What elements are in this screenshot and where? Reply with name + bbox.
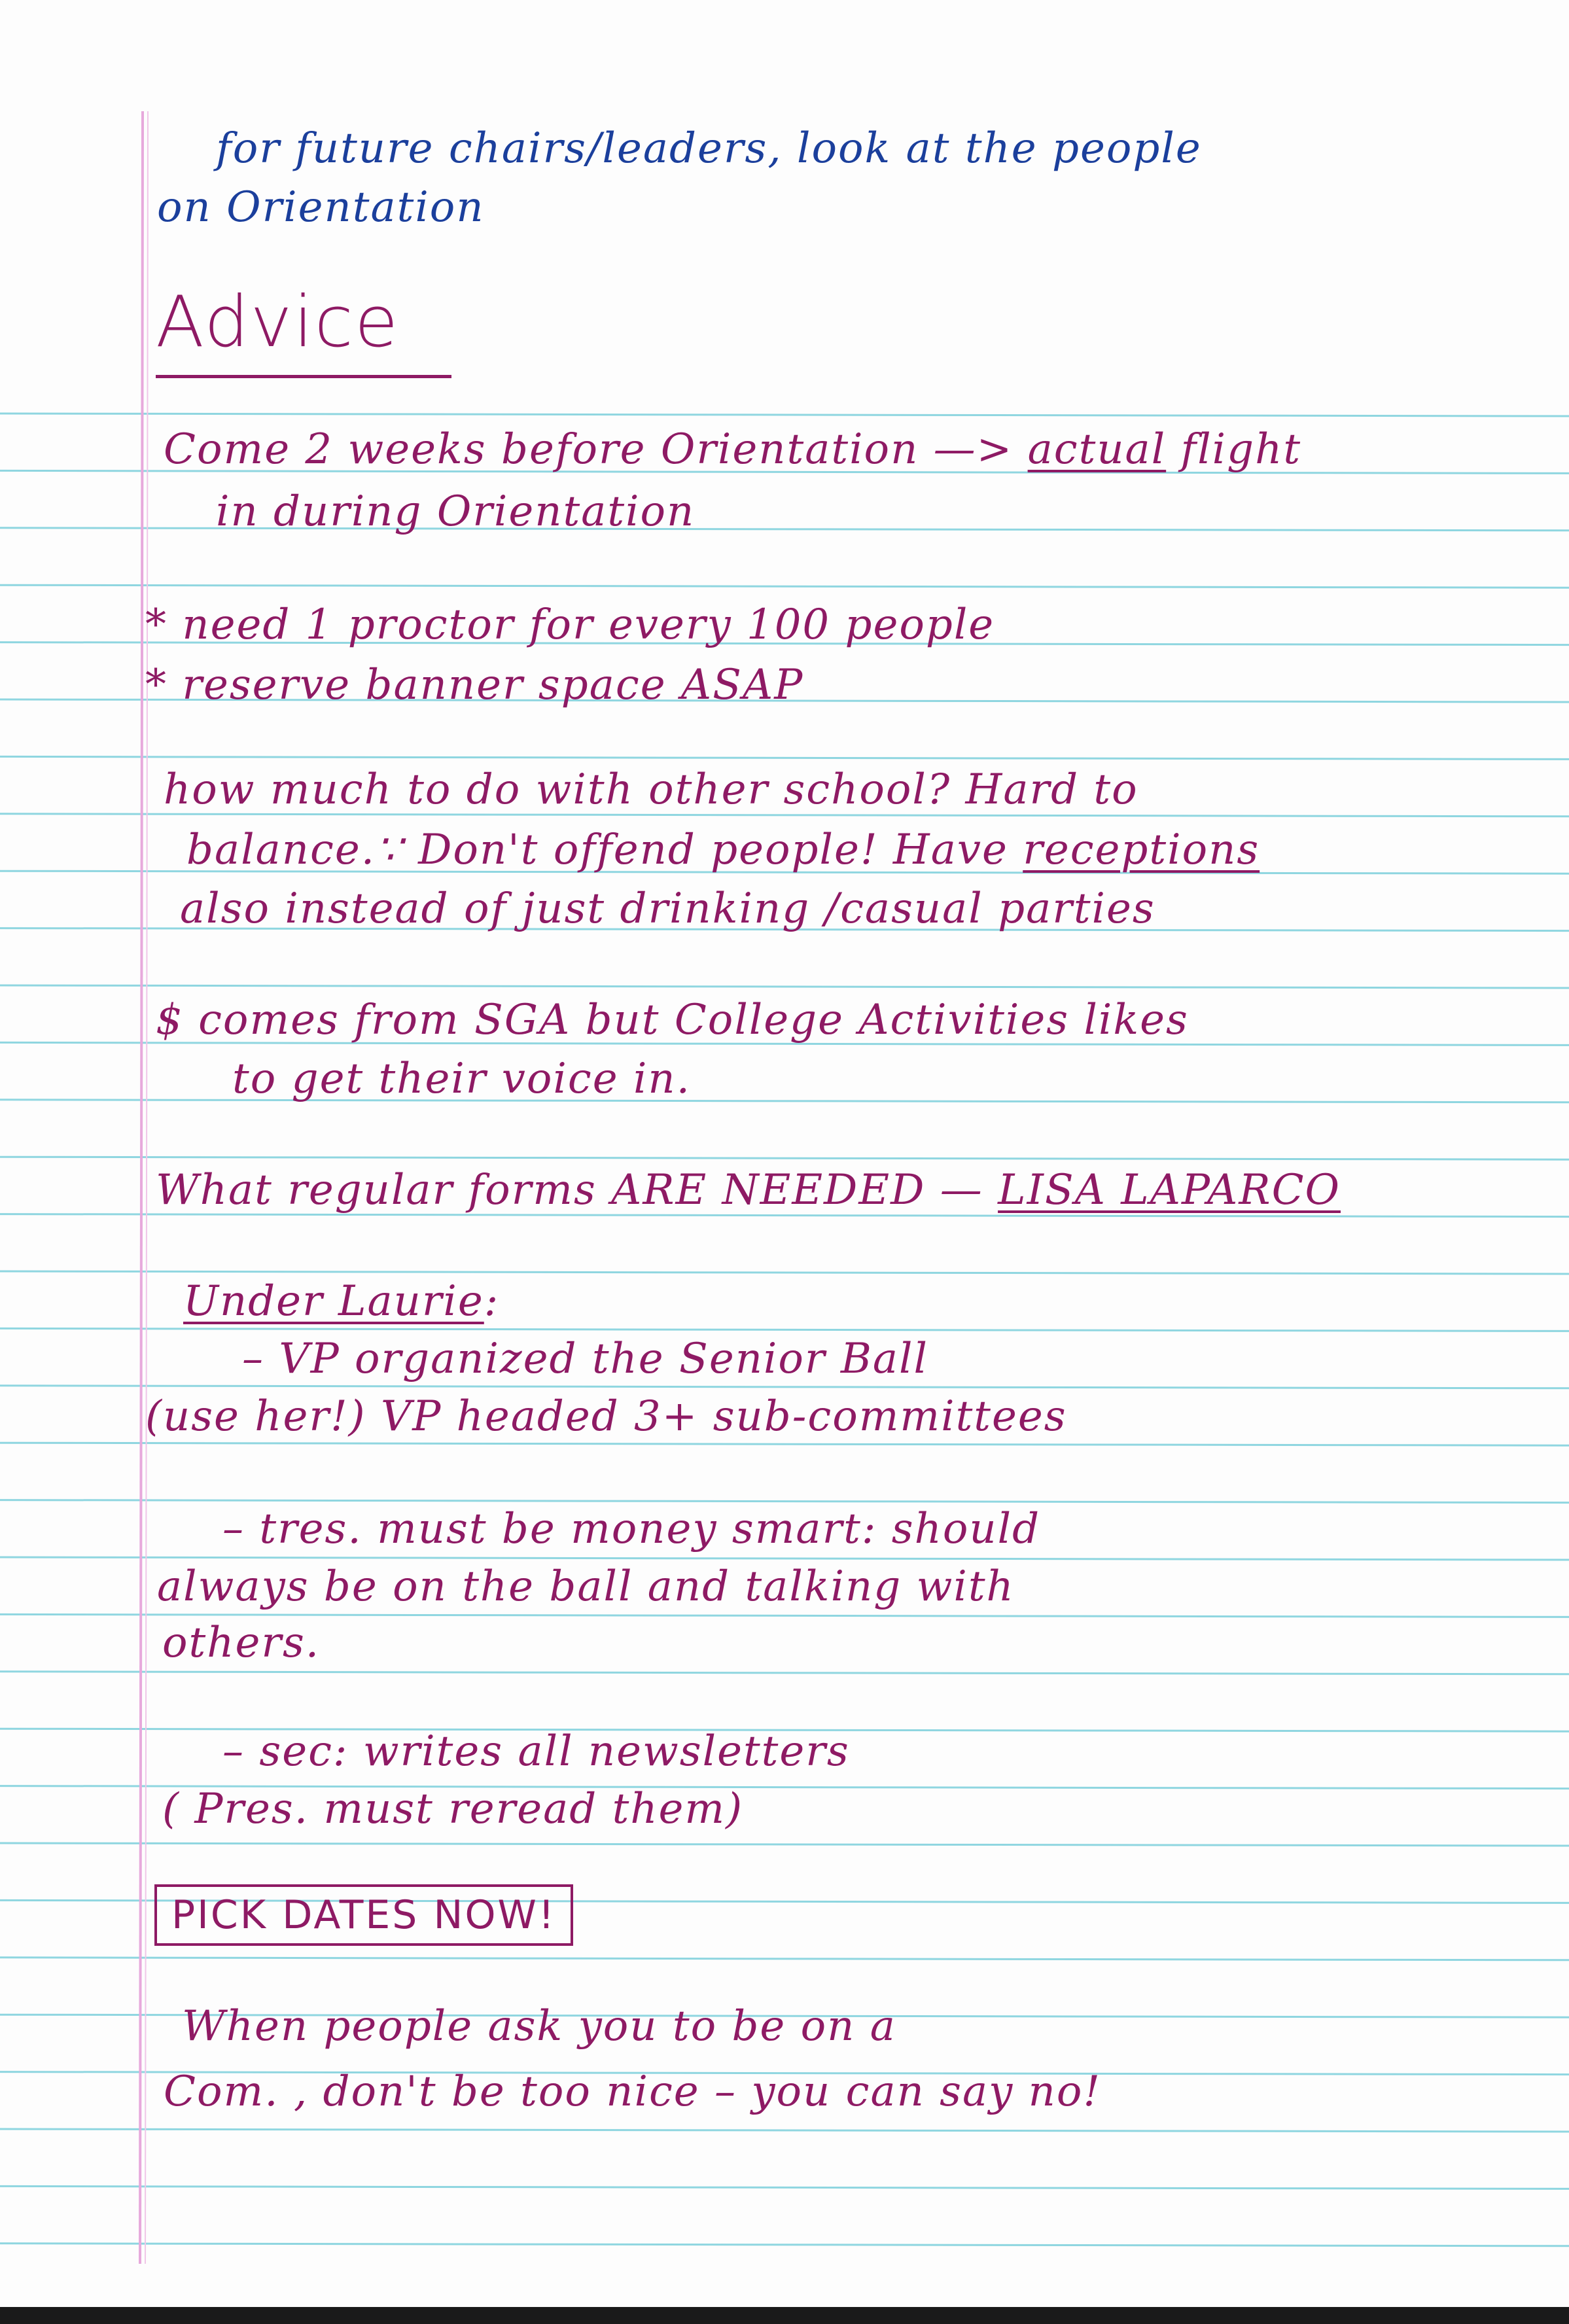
rule-line: [0, 414, 1569, 416]
advice-line-2: in during Orientation: [216, 487, 696, 536]
advice-line-voice: to get their voice in.: [232, 1055, 691, 1103]
header-line-1: for future chairs/leaders, look at the people: [216, 124, 1202, 173]
rule-line: [0, 1157, 1569, 1159]
treasurer-line-2: always be on the ball and talking with: [157, 1562, 1015, 1611]
advice-line-forms: [156, 1166, 1341, 1214]
rule-line: [0, 2244, 1569, 2246]
header-line-2: on Orientation: [157, 183, 485, 232]
rule-line: [0, 1271, 1569, 1274]
contact-name: LISA LAPARCO: [998, 1166, 1341, 1214]
rule-line: [0, 1843, 1569, 1846]
closing-line-2: Com. , don't be too nice – you can say no!: [164, 2068, 1102, 2116]
secretary-line-1: – sec: writes all newsletters: [222, 1727, 850, 1776]
vp-line-2: (use her!) VP headed 3+ sub-committees: [145, 1392, 1067, 1441]
advice-line-1: [164, 425, 1301, 474]
secretary-line-2: ( Pres. must reread them): [162, 1785, 744, 1833]
advice-line-1-text: Come 2 weeks before Orientation: [164, 425, 919, 474]
page-title: [156, 281, 451, 378]
rule-line: [0, 585, 1569, 588]
treasurer-line-1: – tres. must be money smart: should: [222, 1505, 1041, 1553]
rule-line: [0, 1386, 1569, 1388]
balance-text: balance.∵ Don't offend people! Have: [186, 826, 1008, 874]
advice-bullet-proctor: * need 1 proctor for every 100 people: [145, 601, 995, 649]
page-title-text: Advice: [156, 281, 451, 378]
rule-line: [0, 1500, 1569, 1503]
advice-line-sga: $ comes from SGA but College Activities likes: [156, 996, 1189, 1044]
arrow: —>: [933, 425, 1014, 474]
advice-bullet-banner: * reserve banner space ASAP: [145, 661, 804, 709]
colon: :: [484, 1277, 500, 1326]
rule-line: [0, 1443, 1569, 1445]
flight-word: flight: [1180, 425, 1302, 474]
forms-text: What regular forms ARE NEEDED —: [156, 1166, 983, 1214]
advice-line-parties: also instead of just drinking /casual parties: [180, 885, 1155, 933]
rule-line: [0, 985, 1569, 988]
receptions-word: receptions: [1023, 826, 1260, 874]
rule-line: [0, 1557, 1569, 1560]
rule-line: [0, 1672, 1569, 1674]
rule-line: [0, 2129, 1569, 2132]
rule-line: [0, 1614, 1569, 1617]
rule-line: [0, 1958, 1569, 1960]
closing-line-1: When people ask you to be on a: [182, 2002, 896, 2051]
rule-line: [0, 756, 1569, 759]
scan-edge: [0, 2307, 1569, 2324]
advice-line-balance: [186, 826, 1260, 874]
rule-line: [0, 1328, 1569, 1331]
rule-line: [0, 2186, 1569, 2189]
under-laurie-text: Under Laurie: [183, 1277, 484, 1326]
treasurer-line-3: others.: [162, 1619, 321, 1667]
rule-line: [0, 1214, 1569, 1217]
actual-word: actual: [1027, 425, 1167, 474]
advice-line-school: how much to do with other school? Hard to: [164, 766, 1138, 814]
vp-line-1: – VP organized the Senior Ball: [242, 1335, 928, 1383]
margin-line: [140, 111, 143, 2264]
pick-dates-box: PICK DATES NOW!: [154, 1884, 573, 1946]
under-laurie-heading: [183, 1277, 499, 1326]
rule-line: [0, 814, 1569, 817]
